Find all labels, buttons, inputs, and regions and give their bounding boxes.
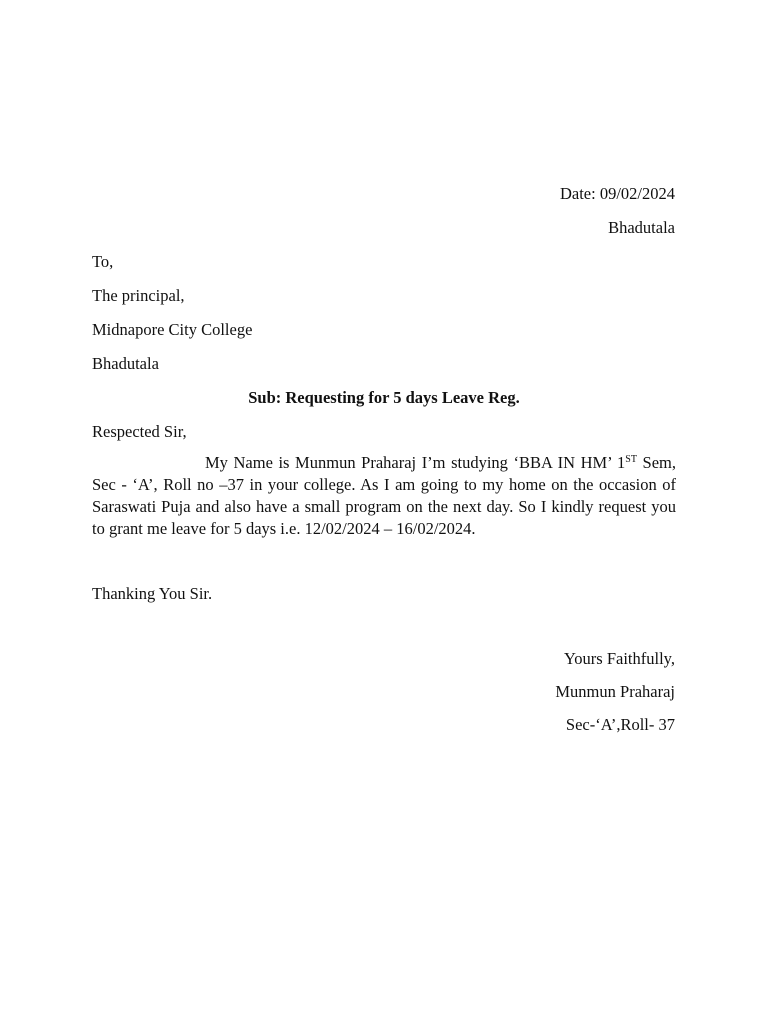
address-line: Bhadutala bbox=[92, 354, 159, 373]
institution-line: Midnapore City College bbox=[92, 320, 253, 339]
letter-date: Date: 09/02/2024 bbox=[559, 184, 675, 203]
sender-details: Sec-‘A’,Roll- 37 bbox=[565, 715, 675, 734]
salutation: Respected Sir, bbox=[92, 422, 187, 441]
body-text-part1: My Name is Munmun Praharaj I’m studying ‘BBA IN HM’ 1 bbox=[205, 453, 626, 472]
sender-name: Munmun Praharaj bbox=[555, 682, 675, 701]
thanks-line: Thanking You Sir. bbox=[92, 584, 213, 603]
closing-line: Yours Faithfully, bbox=[564, 649, 675, 668]
body-text-part2: Sem, Sec - ‘A’, Roll no –37 in your college. As I am going to my home on the occasion of Saraswati Puja and also have a small program on the next day. So I kindly request you to grant me leave for 5 days i.e. 12/02/2024 – 16/02/2024. bbox=[92, 453, 676, 538]
body-superscript: ST bbox=[625, 454, 637, 465]
to-line: To, bbox=[92, 252, 114, 271]
letter-place: Bhadutala bbox=[608, 218, 675, 237]
recipient-line: The principal, bbox=[92, 286, 185, 305]
subject-line: Sub: Requesting for 5 days Leave Reg. bbox=[248, 388, 520, 407]
letter-body bbox=[92, 452, 676, 540]
